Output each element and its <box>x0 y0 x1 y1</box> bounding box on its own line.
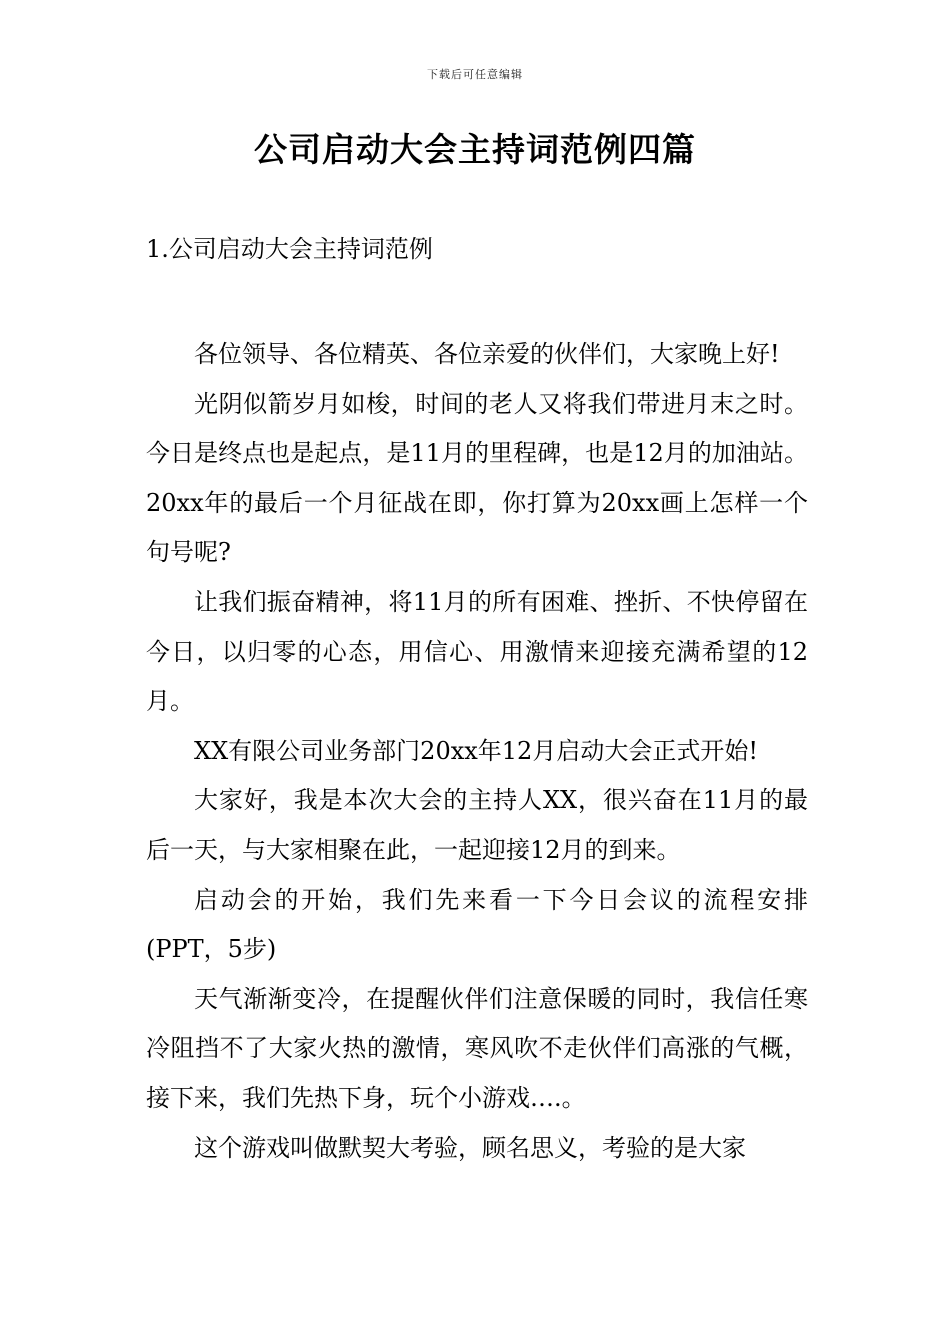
paragraph: XX有限公司业务部门20xx年12月启动大会正式开始! <box>194 736 758 765</box>
paragraph: 各位领导、各位精英、各位亲爱的伙伴们，大家晚上好! <box>194 340 780 368</box>
document-body <box>146 330 808 1173</box>
paragraph: 这个游戏叫做默契大考验，顾名思义，考验的是大家 <box>194 1133 746 1162</box>
paragraph: 光阴似箭岁月如梭，时间的老人又将我们带进月末之时。今日是终点也是起点，是11月的里程碑，也是12月的加油站。20xx年的最后一个月征战在即，你打算为20xx画上怎样一个句号呢? <box>146 389 808 567</box>
paragraph: 大家好，我是本次大会的主持人XX，很兴奋在11月的最后一天，与大家相聚在此，一起迎接12月的到来。 <box>146 786 808 864</box>
document-title: 公司启动大会主持词范例四篇 <box>254 130 696 169</box>
paragraph: 让我们振奋精神，将11月的所有困难、挫折、不快停留在今日，以归零的心态，用信心、用激情来迎接充满希望的12月。 <box>146 587 808 716</box>
paragraph: 启动会的开始，我们先来看一下今日会议的流程安排(PPT，5步) <box>146 885 808 964</box>
section-heading: 1.公司启动大会主持词范例 <box>146 235 433 263</box>
header-note: 下载后可任意编辑 <box>427 68 523 81</box>
paragraph: 天气渐渐变冷，在提醒伙伴们注意保暖的同时，我信任寒冷阻挡不了大家火热的激情，寒风吹不走伙伴们高涨的气概，接下来，我们先热下身，玩个小游戏….。 <box>146 984 808 1112</box>
